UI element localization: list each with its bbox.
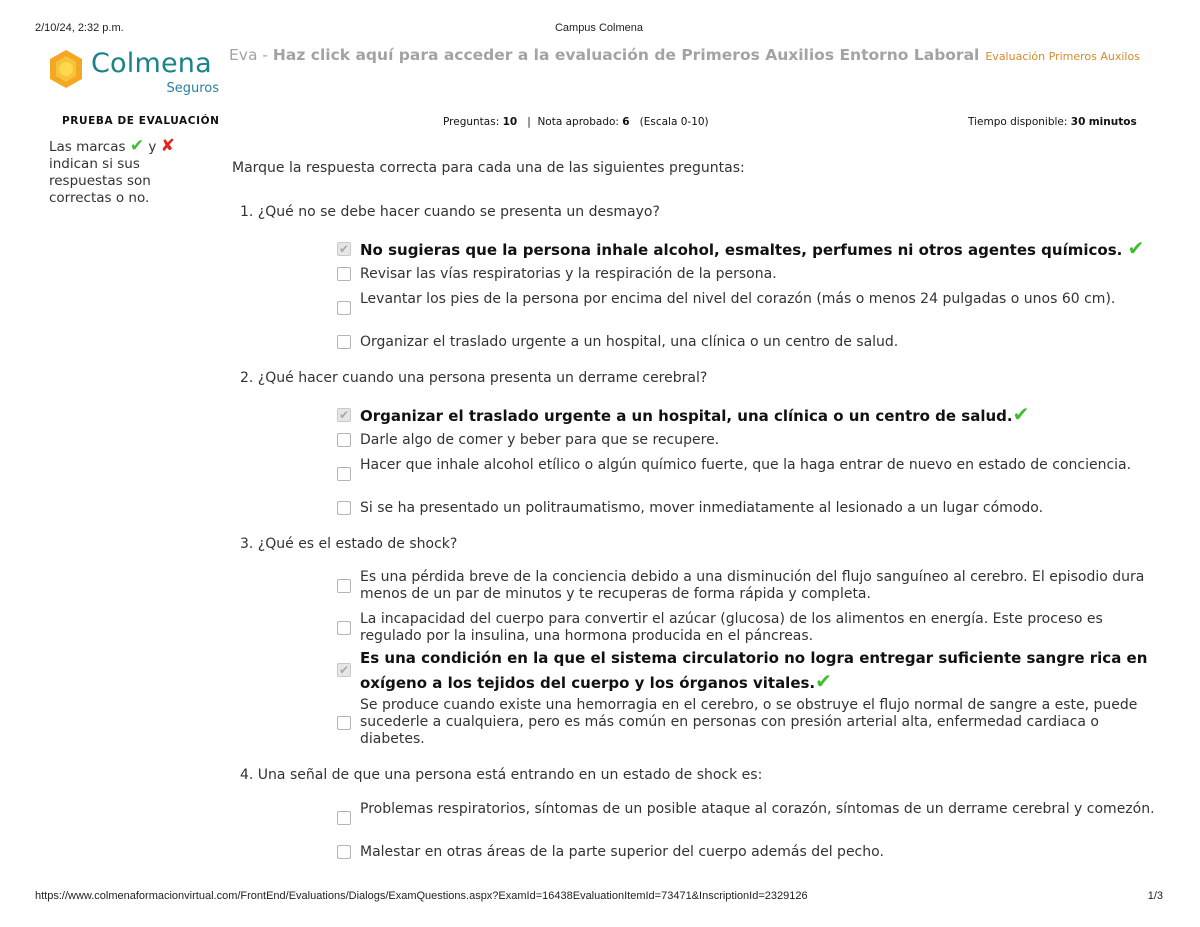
option-label: No sugieras que la persona inhale alcohol, esmaltes, perfumes ni otros agentes químicos. xyxy=(360,241,1123,259)
option-q1-a[interactable] xyxy=(337,237,1157,262)
nota-value: 6 xyxy=(622,116,630,128)
option-q3-c[interactable] xyxy=(337,647,1157,695)
option-label: La incapacidad del cuerpo para convertir el azúcar (glucosa) de los alimentos en energía. Este proceso es regulado por la insulina, una hormona producida en el páncreas. xyxy=(360,611,1103,644)
option-q3-a[interactable] xyxy=(337,569,1157,603)
print-site-title: Campus Colmena xyxy=(554,22,644,34)
checkbox[interactable] xyxy=(337,579,351,593)
prueba-label: PRUEBA DE EVALUACIÓN xyxy=(62,115,220,127)
checkbox[interactable] xyxy=(337,501,351,515)
option-label: Problemas respiratorios, síntomas de un posible ataque al corazón, síntomas de un derrame cerebral y comezón. xyxy=(360,801,1155,817)
tiempo-value: 30 xyxy=(1070,116,1086,128)
tiempo-unit: minutos xyxy=(1088,116,1137,128)
legend-text-2: y xyxy=(148,139,157,155)
nota-label: Nota aprobado: xyxy=(537,116,619,128)
print-footer xyxy=(35,890,1163,906)
option-q2-d[interactable] xyxy=(337,500,1157,517)
option-label: Darle algo de comer y beber para que se recupere. xyxy=(360,432,720,448)
option-q4-a[interactable] xyxy=(337,801,1157,818)
checkbox[interactable] xyxy=(337,408,351,422)
checkbox[interactable] xyxy=(337,301,351,315)
tiempo-label: Tiempo disponible: xyxy=(968,116,1068,128)
option-q2-b[interactable] xyxy=(337,432,1157,449)
evaluation-prefix: Eva - xyxy=(229,46,273,64)
option-label: Es una condición en la que el sistema circulatorio no logra entregar suficiente sangre rica en oxígeno a los tejidos del cuerpo y los órganos vitales. xyxy=(360,649,1148,692)
option-q3-b[interactable] xyxy=(337,611,1157,645)
option-q1-c[interactable] xyxy=(337,291,1157,308)
legend-note xyxy=(49,138,199,207)
preguntas-label: Preguntas: xyxy=(443,116,500,128)
question-1: 1. ¿Qué no se debe hacer cuando se presenta un desmayo? xyxy=(240,204,660,220)
print-header xyxy=(35,22,1163,38)
evaluation-title[interactable] xyxy=(229,46,1140,64)
option-q1-d[interactable] xyxy=(337,334,1157,351)
exam-meta: Preguntas: 10 | Nota aprobado: 6 (Escala 0-10) xyxy=(443,116,709,128)
option-q4-b[interactable] xyxy=(337,844,1157,861)
checkbox[interactable] xyxy=(337,267,351,281)
evaluation-link[interactable]: Haz click aquí para acceder a la evaluación de Primeros Auxilios Entorno Laboral xyxy=(272,46,980,64)
option-label: Se produce cuando existe una hemorragia en el cerebro, o se obstruye el flujo normal de sangre a este, puede sucederle a cualquiera, pero es más común en personas con presión arterial alta, enfermedad cardiaca o diabetes. xyxy=(360,697,1138,747)
question-3: 3. ¿Qué es el estado de shock? xyxy=(240,536,458,552)
correct-check-icon: ✔ xyxy=(1012,402,1030,426)
hexagon-logo-icon xyxy=(48,49,84,89)
option-label: Levantar los pies de la persona por encima del nivel del corazón (más o menos 24 pulgadas o unos 60 cm). xyxy=(360,291,1116,307)
checkbox[interactable] xyxy=(337,621,351,635)
print-url: https://www.colmenaformacionvirtual.com/FrontEnd/Evaluations/Dialogs/ExamQuestions.aspx?ExamId=16438EvaluationItemId=73471&InscriptionId=2329126 xyxy=(35,890,808,902)
question-2: 2. ¿Qué hacer cuando una persona presenta un derrame cerebral? xyxy=(240,370,708,386)
checkbox[interactable] xyxy=(337,433,351,447)
checkbox[interactable] xyxy=(337,467,351,481)
option-q2-c[interactable] xyxy=(337,457,1157,474)
option-q3-d[interactable] xyxy=(337,697,1157,748)
checkbox[interactable] xyxy=(337,811,351,825)
evaluation-tag: Evaluación Primeros Auxilos xyxy=(985,50,1140,63)
instructions: Marque la respuesta correcta para cada una de las siguientes preguntas: xyxy=(232,160,745,176)
correct-check-icon: ✔ xyxy=(1127,236,1145,260)
cross-mark-icon: ✘ xyxy=(160,136,175,156)
checkbox[interactable] xyxy=(337,335,351,349)
checkbox[interactable] xyxy=(337,663,351,677)
preguntas-value: 10 xyxy=(502,116,518,128)
option-label: Organizar el traslado urgente a un hospital, una clínica o un centro de salud. xyxy=(360,407,1013,425)
question-4: 4. Una señal de que una persona está entrando en un estado de shock es: xyxy=(240,767,763,783)
option-label: Si se ha presentado un politraumatismo, mover inmediatamente al lesionado a un lugar cómodo. xyxy=(360,500,1044,516)
check-mark-icon: ✔ xyxy=(129,136,145,156)
option-q1-b[interactable] xyxy=(337,266,1157,283)
logo-subtitle: Seguros xyxy=(166,81,219,96)
option-q2-a[interactable] xyxy=(337,403,1157,428)
option-label: Hacer que inhale alcohol etílico o algún químico fuerte, que la haga entrar de nuevo en estado de conciencia. xyxy=(360,457,1132,473)
option-label: Malestar en otras áreas de la parte superior del cuerpo además del pecho. xyxy=(360,844,884,860)
colmena-logo xyxy=(48,48,223,104)
print-date: 2/10/24, 2:32 p.m. xyxy=(35,22,124,34)
correct-check-icon: ✔ xyxy=(815,669,832,693)
legend-text-1: Las marcas xyxy=(49,139,126,155)
option-label: Revisar las vías respiratorias y la respiración de la persona. xyxy=(360,266,777,282)
checkbox[interactable] xyxy=(337,716,351,730)
escala-text: (Escala 0-10) xyxy=(639,116,709,128)
checkbox[interactable] xyxy=(337,845,351,859)
print-page-number: 1/3 xyxy=(1147,890,1163,902)
legend-text-3: indican si sus respuestas son correctas o no. xyxy=(49,156,151,206)
tiempo-disponible xyxy=(968,116,1137,128)
checkbox[interactable] xyxy=(337,242,351,256)
option-label: Es una pérdida breve de la conciencia debido a una disminución del flujo sanguíneo al cerebro. El episodio dura menos de un par de minutos y te recuperas de forma rápida y completa. xyxy=(360,569,1145,602)
logo-wordmark: Colmena xyxy=(91,48,212,79)
option-label: Organizar el traslado urgente a un hospital, una clínica o un centro de salud. xyxy=(360,334,899,350)
